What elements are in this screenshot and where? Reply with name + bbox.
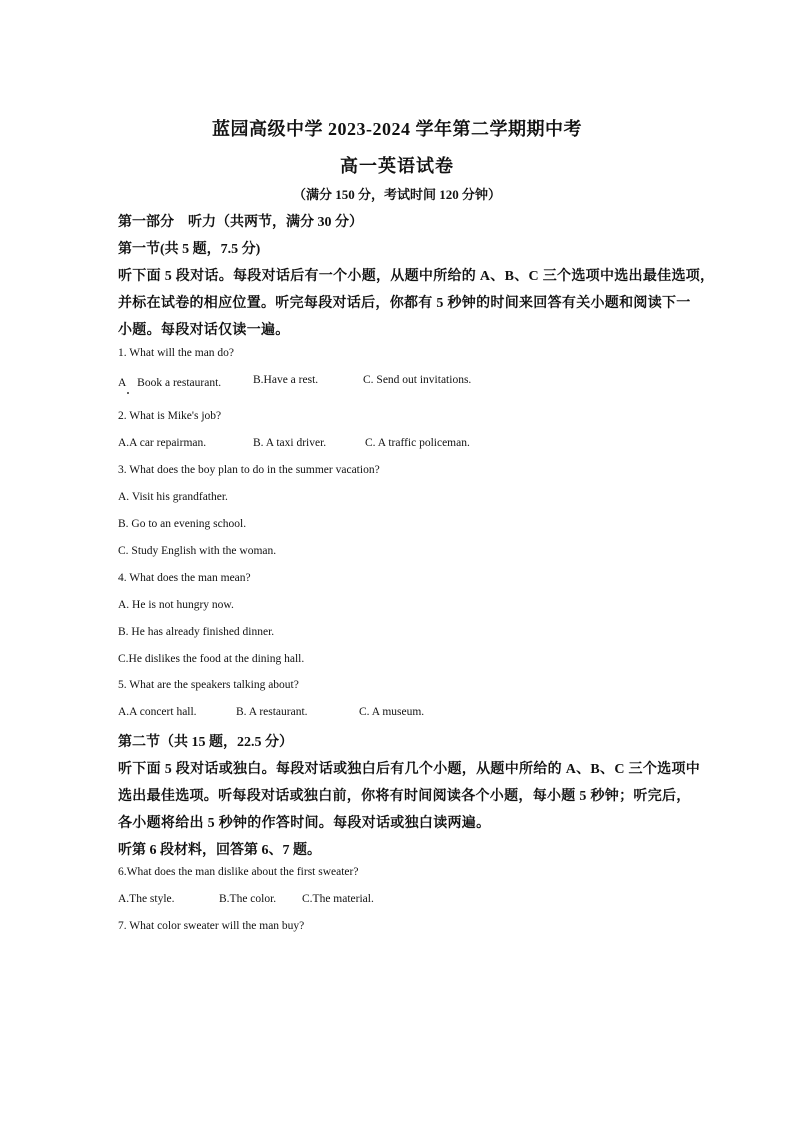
question-4-option-c: C.He dislikes the food at the dining hall. — [118, 653, 305, 665]
section1-instructions-line-2: 并标在试卷的相应位置。听完每段对话后，你都有 5 秒钟的时间来回答有关小题和阅读下一 — [118, 296, 691, 311]
question-1-option-a: A Book a restaurant. — [118, 377, 222, 389]
question-4-option-b: B. He has already finished dinner. — [118, 626, 275, 638]
section1-instructions-line-3: 小题。每段对话仅读一遍。 — [118, 323, 290, 338]
question-5-option-b: B. A restaurant. — [236, 706, 308, 718]
stray-dot-mark — [127, 392, 129, 394]
part1-heading: 第一部分 听力（共两节，满分 30 分） — [118, 215, 363, 230]
section2-heading: 第二节（共 15 题，22.5 分） — [118, 735, 293, 750]
section2-instructions-line-1: 听下面 5 段对话或独白。每段对话或独白后有几个小题，从题中所给的 A、B、C 三个选项中 — [118, 762, 701, 777]
question-2: 2. What is Mike's job? — [118, 410, 222, 422]
question-4: 4. What does the man mean? — [118, 572, 251, 584]
question-4-option-a: A. He is not hungry now. — [118, 599, 234, 611]
question-5-option-c: C. A museum. — [359, 706, 425, 718]
question-5: 5. What are the speakers talking about? — [118, 679, 299, 691]
question-6-option-a: A.The style. — [118, 893, 175, 905]
question-3-option-c: C. Study English with the woman. — [118, 545, 277, 557]
question-1: 1. What will the man do? — [118, 347, 235, 359]
question-6: 6.What does the man dislike about the first sweater? — [118, 866, 359, 878]
question-3: 3. What does the boy plan to do in the summer vacation? — [118, 464, 380, 476]
exam-subtitle: 高一英语试卷 — [340, 156, 454, 176]
question-1-option-b: B.Have a rest. — [253, 374, 319, 386]
question-2-option-c: C. A traffic policeman. — [365, 437, 470, 449]
section2-instructions-line-3: 各小题将给出 5 秒钟的作答时间。每段对话或独白读两遍。 — [118, 816, 491, 831]
section1-instructions-line-1: 听下面 5 段对话。每段对话后有一个小题，从题中所给的 A、B、C 三个选项中选出最佳选项， — [118, 269, 715, 284]
section1-heading: 第一节(共 5 题，7.5 分) — [118, 242, 261, 257]
question-3-option-a: A. Visit his grandfather. — [118, 491, 228, 503]
question-6-option-c: C.The material. — [302, 893, 374, 905]
question-2-option-b: B. A taxi driver. — [253, 437, 327, 449]
question-2-option-a: A.A car repairman. — [118, 437, 207, 449]
exam-title: 蓝园高级中学 2023-2024 学年第二学期期中考 — [212, 119, 582, 139]
material-6-heading: 听第 6 段材料，回答第 6、7 题。 — [118, 843, 321, 858]
question-5-option-a: A.A concert hall. — [118, 706, 197, 718]
section2-instructions-line-2: 选出最佳选项。听每段对话或独白前，你将有时间阅读各个小题，每小题 5 秒钟；听完后， — [118, 789, 691, 804]
question-6-option-b: B.The color. — [219, 893, 277, 905]
exam-note: （满分 150 分，考试时间 120 分钟） — [292, 187, 501, 202]
question-1-option-c: C. Send out invitations. — [363, 374, 472, 386]
question-7: 7. What color sweater will the man buy? — [118, 920, 305, 932]
question-3-option-b: B. Go to an evening school. — [118, 518, 247, 530]
